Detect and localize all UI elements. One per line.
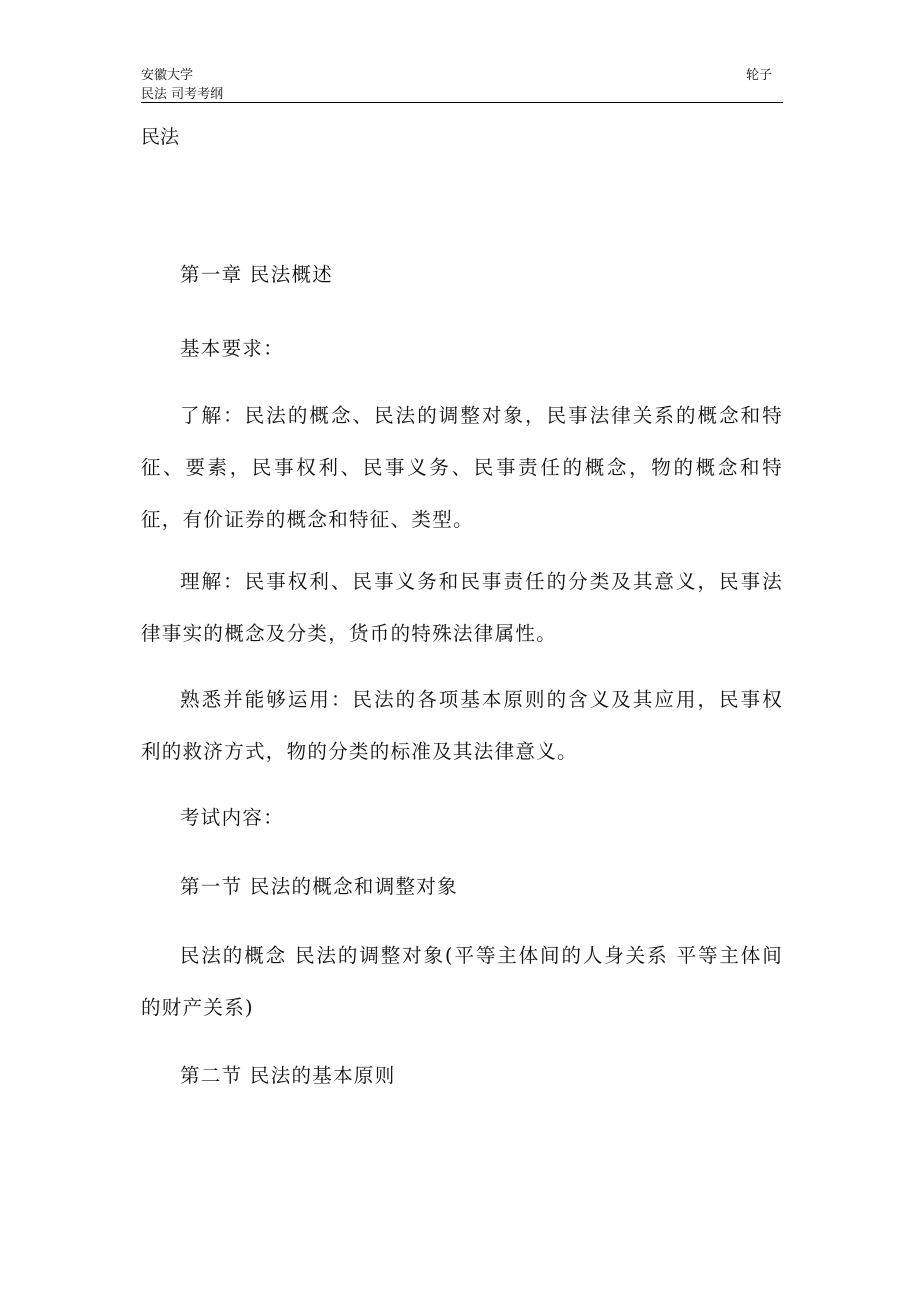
header-author: 轮子	[745, 68, 772, 83]
paragraph-understand: 了解：民法的概念、民法的调整对象，民事法律关系的概念和特征、要素，民事权利、民事义务、民事责任的概念，物的概念和特征，有价证券的概念和特征、类型。	[141, 404, 783, 531]
chapter-heading: 第一章 民法概述	[180, 263, 334, 286]
header-divider	[141, 102, 783, 103]
section-1-content: 民法的概念 民法的调整对象(平等主体间的人身关系 平等主体间的财产关系)	[141, 944, 783, 1019]
document-title: 民法	[141, 126, 180, 148]
header-university: 安徽大学	[141, 68, 194, 83]
header-left	[141, 66, 223, 104]
header-subject: 民法 司考考纲	[141, 87, 224, 102]
section-1-heading: 第一节 民法的概念和调整对象	[180, 875, 458, 898]
section-2-heading: 第二节 民法的基本原则	[180, 1064, 396, 1087]
basic-requirements-heading: 基本要求：	[180, 337, 285, 360]
paragraph-comprehend: 理解：民事权利、民事义务和民事责任的分类及其意义，民事法律事实的概念及分类，货币的特殊法律属性。	[141, 570, 783, 645]
exam-content-heading: 考试内容：	[180, 806, 285, 829]
paragraph-master: 熟悉并能够运用：民法的各项基本原则的含义及其应用，民事权利的救济方式，物的分类的标准及其法律意义。	[141, 688, 783, 763]
